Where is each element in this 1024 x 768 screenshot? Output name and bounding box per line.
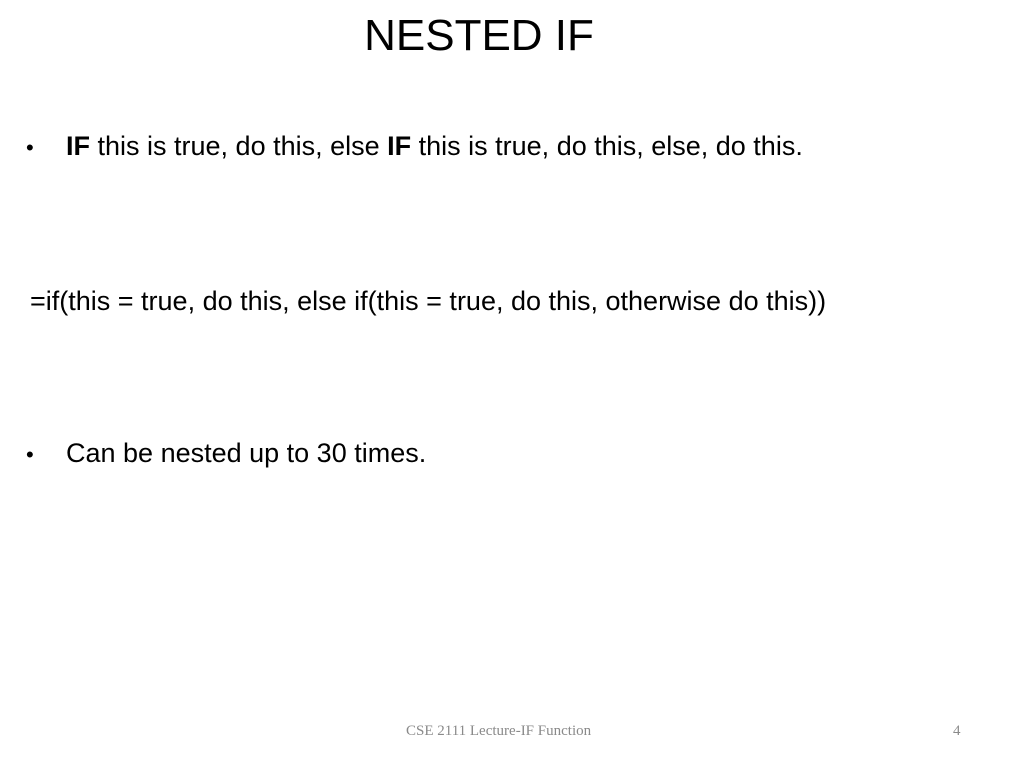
- bullet-item-nesting-limit: [26, 435, 426, 473]
- bullet-item-nested-if-description: [26, 128, 803, 166]
- bullet-marker: •: [26, 135, 34, 160]
- footer-text: CSE 2111 Lecture-IF Function: [406, 723, 592, 739]
- bullet-text: Can be nested up to 30 times.: [66, 438, 427, 468]
- keyword-if: IF: [66, 131, 90, 161]
- text-segment: this is true, do this, else, do this.: [411, 131, 803, 161]
- text-segment: this is true, do this, else: [90, 131, 388, 161]
- formula-example: =if(this = true, do this, else if(this = true, do this, otherwise do this)): [30, 286, 827, 316]
- slide-footer: [0, 723, 1024, 745]
- page-number: 4: [953, 723, 961, 739]
- keyword-if: IF: [387, 131, 412, 161]
- bullet-text: [66, 128, 803, 164]
- slide-title: NESTED IF: [364, 11, 594, 60]
- bullet-marker: •: [26, 442, 34, 467]
